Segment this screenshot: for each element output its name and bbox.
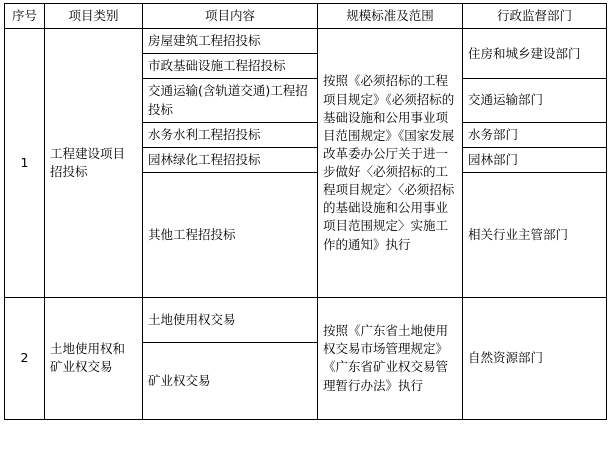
cell-scope: 按照《必须招标的工程项目规定》《必须招标的基础设施和公用事业项目范围规定》《国家发展改革委办公厅关于进一步做好〈必须招标的工程项目规定〉〈必须招标的基础设施和公用事业项目范围规定〉实施工作的通知》执行 [318, 29, 463, 298]
cell-seq: 2 [5, 297, 45, 419]
cell-dept: 交通运输部门 [463, 79, 607, 122]
header-cell-dept: 行政监督部门 [463, 4, 607, 29]
cell-dept: 住房和城乡建设部门 [463, 29, 607, 79]
cell-scope: 按照《广东省土地使用权交易市场管理规定》《广东省矿业权交易管理暂行办法》执行 [318, 297, 463, 419]
header-cell-seq: 序号 [5, 4, 45, 29]
cell-item: 市政基础设施工程招投标 [143, 54, 318, 79]
cell-item: 其他工程招投标 [143, 172, 318, 297]
cell-category: 土地使用权和矿业权交易 [45, 297, 143, 419]
table-row [5, 29, 607, 54]
cell-item: 土地使用权交易 [143, 297, 318, 342]
cell-item: 房屋建筑工程招投标 [143, 29, 318, 54]
cell-dept: 相关行业主管部门 [463, 172, 607, 297]
header-cell-scope: 规模标准及范围 [318, 4, 463, 29]
cell-item: 矿业权交易 [143, 342, 318, 419]
cell-dept: 园林部门 [463, 147, 607, 172]
catalog-table [4, 3, 607, 420]
header-cell-category: 项目类别 [45, 4, 143, 29]
cell-category: 工程建设项目招投标 [45, 29, 143, 298]
header-cell-item: 项目内容 [143, 4, 318, 29]
table-header-row [5, 4, 607, 29]
cell-item: 水务水利工程招投标 [143, 122, 318, 147]
cell-seq: 1 [5, 29, 45, 298]
cell-item: 园林绿化工程招投标 [143, 147, 318, 172]
cell-dept: 水务部门 [463, 122, 607, 147]
cell-dept: 自然资源部门 [463, 297, 607, 419]
cell-item: 交通运输(含轨道交通)工程招投标 [143, 79, 318, 122]
document-page [0, 3, 612, 474]
table-row [5, 297, 607, 342]
